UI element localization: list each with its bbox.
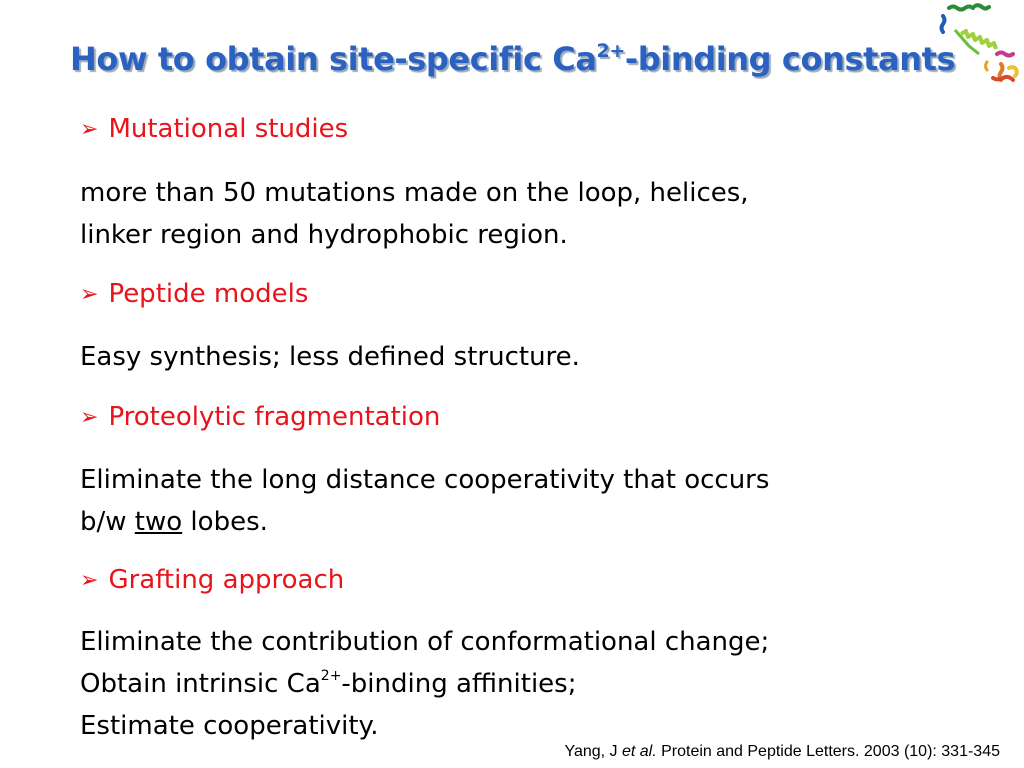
arrow-bullet-icon: ➢: [80, 568, 99, 593]
bullet-heading-grafting: [80, 565, 344, 595]
title-prefix: How to obtain site-specific Ca: [70, 40, 597, 78]
bullet-heading-peptide: [80, 279, 308, 309]
paragraph-line: linker region and hydrophobic region.: [80, 220, 568, 250]
paragraph-proteolytic: [80, 459, 769, 543]
paragraph-line: Estimate cooperativity.: [80, 711, 379, 741]
bullet-heading-proteolytic: [80, 402, 440, 432]
arrow-bullet-icon: ➢: [80, 117, 99, 142]
reference-source: Protein and Peptide Letters. 2003 (10): 331-345: [656, 743, 1000, 760]
superscript: 2+: [320, 668, 342, 684]
line-suffix: -binding affinities;: [341, 669, 577, 699]
arrow-bullet-icon: ➢: [80, 282, 99, 307]
paragraph-line: [80, 663, 769, 705]
line-prefix: Obtain intrinsic Ca: [80, 669, 321, 699]
slide-title: [70, 40, 955, 78]
line-prefix: b/w: [80, 507, 135, 537]
heading-text: Grafting approach: [108, 565, 345, 595]
heading-text: Peptide models: [108, 279, 309, 309]
reference-author: Yang, J: [564, 743, 622, 760]
title-superscript: 2+: [596, 40, 625, 62]
paragraph-line: Eliminate the long distance cooperativity that occurs: [80, 465, 770, 495]
protein-ribbon-icon: [935, 2, 1021, 96]
arrow-bullet-icon: ➢: [80, 405, 99, 430]
underlined-word: two: [134, 507, 183, 537]
bullet-heading-mutational: [80, 114, 348, 144]
paragraph-peptide: [80, 336, 580, 378]
paragraph-mutational: [80, 172, 749, 256]
heading-text: Proteolytic fragmentation: [108, 402, 441, 432]
line-suffix: lobes.: [182, 507, 268, 537]
paragraph-line: more than 50 mutations made on the loop, helices,: [80, 178, 749, 208]
paragraph-grafting: [80, 621, 769, 747]
paragraph-line: Easy synthesis; less defined structure.: [80, 342, 580, 372]
heading-text: Mutational studies: [108, 114, 349, 144]
reference-etal: et al.: [621, 743, 657, 760]
reference-citation: [564, 743, 1000, 761]
title-suffix: -binding constants: [624, 40, 956, 78]
paragraph-line: [80, 501, 769, 543]
paragraph-line: Eliminate the contribution of conformational change;: [80, 627, 770, 657]
